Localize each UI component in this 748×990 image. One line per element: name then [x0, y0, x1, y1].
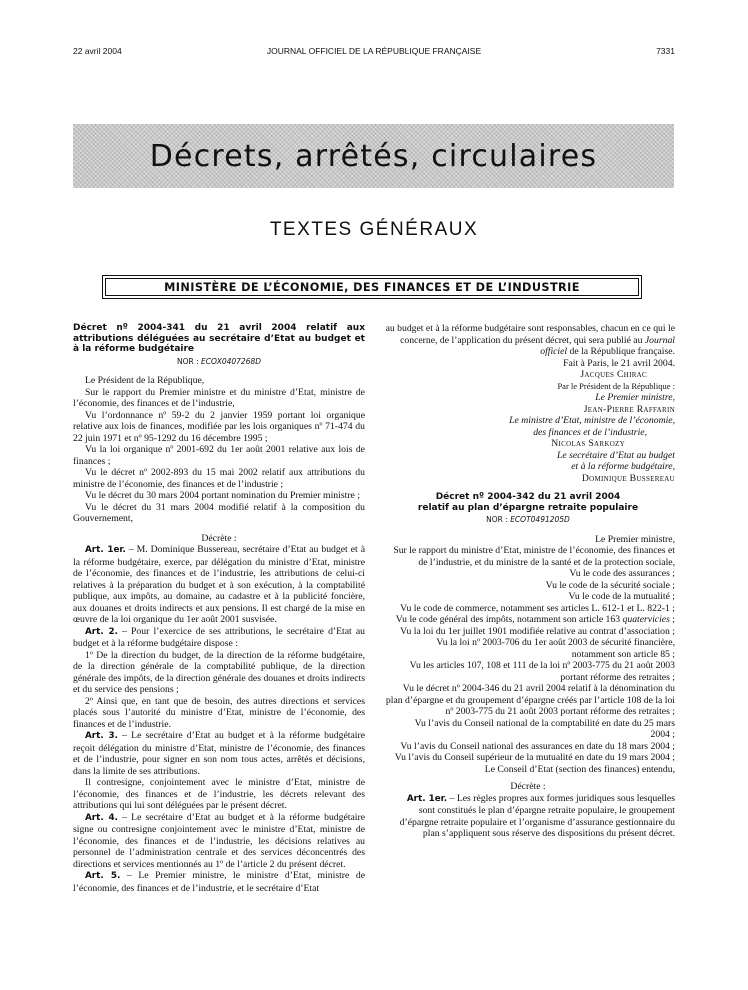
- paragraph: Vu les articles 107, 108 et 111 de la loi nº 2003-775 du 21 août 2003 portant réforme des retraites ;: [409, 660, 675, 683]
- nor-label: NOR :: [176, 356, 199, 366]
- paragraph: Vu le code de la sécurité sociale ;: [545, 579, 675, 591]
- signature-se-title2: [381, 461, 675, 473]
- paragraph: Sur le rapport du ministre d’Etat, ministre de l’économie, des finances et de l’industrie, et du ministre de la santé et de la protection sociale,: [393, 545, 675, 568]
- par-le-president: Par le Président de la République :: [557, 380, 675, 391]
- article-label: Art. 1er.: [406, 793, 448, 804]
- paragraph: Vu le décret du 30 mars 2004 portant nomination du Premier ministre ;: [85, 490, 360, 501]
- paragraph: Vu le décret nº 2002-893 du 15 mai 2002 relatif aux attributions du ministre de l’économie, des finances et de l’industrie ;: [73, 467, 365, 490]
- article-5: [73, 870, 365, 894]
- paragraph: Vu la loi organique nº 2001-692 du 1er août 2001 relative aux lois de finances ;: [73, 444, 365, 467]
- banner-title: Décrets, arrêtés, circulaires: [149, 138, 598, 174]
- article-text: – Le secrétaire d’Etat au budget et à la réforme budgétaire signe ou contresigne conjointement avec le ministre d’Etat, ministre de l’économie, des finances et de l’industrie, les décisions relatives au personnel de l’administration centrale et des services déconcentrés des directions et services mentionnés au 1º de l’article 2 du présent décret.: [73, 811, 365, 870]
- paragraph: 2º Ainsi que, en tant que de besoin, des autres directions et services placés sous l’autorité du ministre d’Etat, ministre de l’économie, des finances et de l’industrie.: [73, 695, 365, 730]
- paragraph-italic: quatervicies: [622, 614, 670, 625]
- decrete-heading: Décrète :: [201, 532, 237, 544]
- paragraph: [381, 614, 675, 626]
- section-banner: [73, 124, 674, 188]
- paragraph: Vu le décret nº 2004-346 du 21 avril 2004 relatif à la dénomination du plan d’épargne et du groupement d’épargne créés par l’article 108 de la loi nº 2003-775 du 21 août 2003 portant réforme des retraites ;: [385, 683, 675, 717]
- signature-me-name: Nicolas Sarkozy: [551, 438, 625, 449]
- signature-se-title: [381, 450, 675, 462]
- paragraph: Vu l’ordonnance nº 59-2 du 2 janvier 1959 portant loi organique relative aux lois de finances, modifiée par les lois organiques nº 71-474 du 22 juin 1971 et nº 95-1292 du 16 décembre 1995 ;: [73, 409, 365, 444]
- section-title: TEXTES GÉNÉRAUX: [269, 219, 479, 240]
- paragraph: Vu le code des assurances ;: [569, 568, 675, 579]
- me-title-line1: Le ministre d’Etat, ministre de l’économie,: [509, 415, 675, 426]
- article-4: [73, 812, 365, 871]
- article-text: – M. Dominique Bussereau, secrétaire d’Etat au budget et à la réforme budgétaire, exerce, par délégation du ministre d’Etat, ministre de l’économie, des finances et de l’industrie, les attributions de celui-ci relatives à la préparation du budget et à son exécution, à la comptabilité publique, aux impôts, au domaine, au cadastre et à la publicité foncière, aux douanes et droits indirects et aux pensions. Il est chargé de la mise en œuvre de la loi organique du 1er août 2001 susvisée.: [73, 544, 365, 625]
- ministry-box: [102, 275, 642, 299]
- header-date: 22 avril 2004: [73, 46, 122, 56]
- nor-code: ECOX0407268D: [201, 356, 262, 366]
- paragraph-text: Vu le code général des impôts, notamment son article 163: [395, 614, 623, 625]
- paragraph: Vu le décret du 31 mars 2004 modifié relatif à la composition du Gouvernement,: [73, 501, 365, 524]
- paragraph-text: ;: [669, 614, 675, 625]
- article-label: Art. 3.: [85, 731, 118, 741]
- paragraph: Vu le code de commerce, notamment ses articles L. 612-1 et L. 822-1 ;: [400, 602, 675, 614]
- header-page-number: 7331: [656, 46, 675, 56]
- nor-label: NOR :: [486, 515, 508, 524]
- paragraph: Vu l’avis du Conseil national des assurances en date du 18 mars 2004 ;: [400, 740, 675, 752]
- paragraph: Sur le rapport du Premier ministre et du ministre d’Etat, ministre de l’économie, des finances et de l’industrie,: [73, 386, 365, 409]
- signature-me-title2: [381, 427, 675, 439]
- fait-a-paris: Fait à Paris, le 21 avril 2004.: [563, 357, 675, 369]
- signature-se-name: Dominique Bussereau: [581, 472, 675, 484]
- journal-name: Journal officiel: [540, 334, 675, 357]
- paragraph: Le Premier ministre,: [595, 533, 675, 545]
- ministry-title: MINISTÈRE DE L’ÉCONOMIE, DES FINANCES ET DE L’INDUSTRIE: [105, 278, 639, 296]
- article-label: Art. 4.: [85, 812, 118, 823]
- signature-pm-title: [381, 392, 675, 404]
- signature-pm-name: Jean-Pierre Raffarin: [583, 403, 675, 415]
- article-text: – Le secrétaire d’Etat au budget et à la réforme budgétaire reçoit délégation du ministre d’Etat, ministre de l’économie, des finances et de l’industrie, pour signer en son nom tous actes, arrêtés et décisions, dans la limite de ses attributions.: [73, 730, 365, 777]
- article-text: – Les règles propres aux formes juridiques sous lesquelles sont constitués le plan d’épargne retraite populaire, le groupement d’épargne retraite populaire et l’organisme d’assurance gestionnaire du plan s’appliquent sous réserve des dispositions du présent décret.: [399, 792, 675, 839]
- article-label: Art. 1er.: [85, 545, 126, 555]
- nor-code: ECOT0491205D: [510, 515, 570, 524]
- right-column: [381, 323, 675, 840]
- article-5-continued: [381, 323, 675, 358]
- signature-me-title: [381, 415, 675, 427]
- paragraph: Vu la loi du 1er juillet 1901 modifiée relative au contrat d’association ;: [400, 625, 675, 637]
- article-text: – Le Premier ministre, le ministre d’Etat, ministre de l’économie, des finances et de l’industrie, et le secrétaire d’Etat: [73, 870, 366, 894]
- article-1: [381, 793, 675, 840]
- paragraph: Le Président de la République,: [85, 375, 205, 386]
- decree2-title-line1: Décret nº 2004-342 du 21 avril 2004: [435, 492, 621, 502]
- decree1-nor: [73, 356, 365, 368]
- article-text: – Pour l’exercice de ses attributions, le secrétaire d’Etat au budget et à la réforme budgétaire dispose :: [73, 625, 366, 649]
- article-2: [73, 626, 365, 650]
- paragraph: Vu le code de la mutualité ;: [568, 591, 675, 602]
- se-title-line1: Le secrétaire d’Etat au budget: [556, 449, 675, 461]
- paragraph: Vu l’avis du Conseil supérieur de la mutualité en date du 19 mars 2004 ;: [394, 752, 675, 763]
- article-1: [73, 544, 365, 626]
- decree2-title-line2: relatif au plan d’épargne retraite populaire: [417, 502, 639, 513]
- header-journal: JOURNAL OFFICIEL DE LA RÉPUBLIQUE FRANÇAISE: [266, 46, 482, 56]
- paragraph: 1º De la direction du budget, de la direction de la réforme budgétaire, de la direction générale de la comptabilité publique, de la direction générale des impôts, de la direction générale des douanes et droits indirects et du service des pensions ;: [73, 649, 365, 695]
- article-label: Art. 5.: [85, 871, 121, 881]
- pm-title: Le Premier ministre,: [595, 392, 675, 403]
- decree2-nor: [381, 514, 675, 526]
- paragraph: Vu l’avis du Conseil national de la comptabilité en date du 25 mars 2004 ;: [414, 717, 675, 740]
- decree1-title: Décret nº 2004-341 du 21 avril 2004 relatif aux attributions déléguées au secrétaire d’Etat au budget et à la réforme budgétaire: [73, 323, 365, 354]
- left-column: [73, 323, 365, 894]
- article-label: Art. 2.: [85, 626, 118, 637]
- paragraph-text: de la République française.: [567, 346, 675, 357]
- paragraph: Vu la loi nº 2003-706 du 1er août 2003 de sécurité financière, notamment son article 85 ;: [436, 637, 675, 660]
- signature-chirac: Jacques Chirac: [580, 369, 647, 380]
- page-header: [73, 46, 675, 60]
- paragraph-text: au budget et à la réforme budgétaire sont responsables, chacun en ce qui le concerne, de l’application du présent décret, qui sera publié au: [385, 323, 675, 346]
- decrete-heading: Décrète :: [510, 781, 546, 792]
- paragraph: Il contresigne, conjointement avec le ministre d’Etat, ministre de l’économie, des finances et de l’industrie, les décrets relevant des attributions qui lui sont déléguées par le présent décret.: [73, 777, 365, 811]
- paragraph: Le Conseil d’Etat (section des finances) entendu,: [484, 763, 675, 775]
- se-title-line2: et à la réforme budgétaire,: [571, 461, 675, 472]
- article-3: [73, 730, 365, 777]
- me-title-line2: des finances et de l’industrie,: [533, 426, 647, 438]
